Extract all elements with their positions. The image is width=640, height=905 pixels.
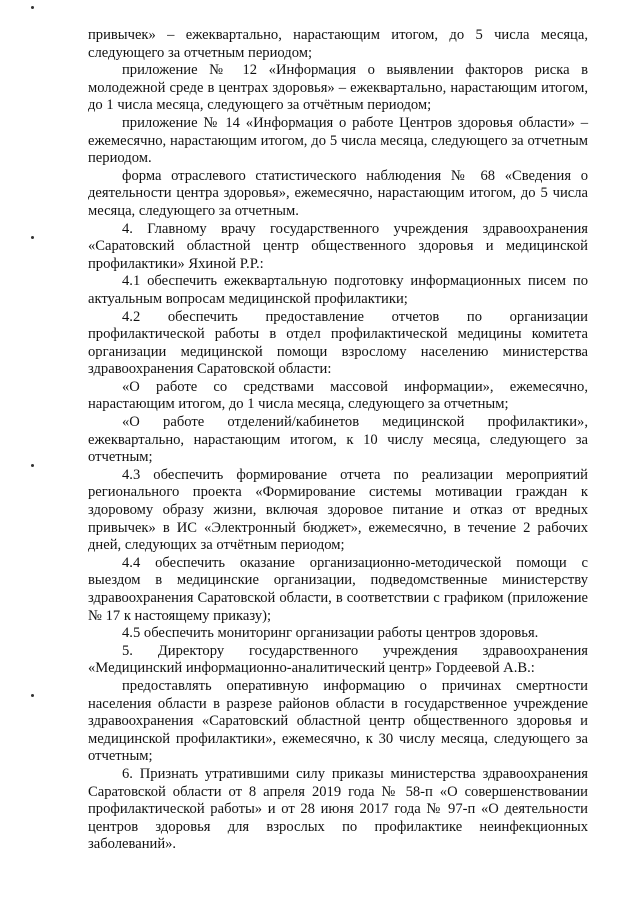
paragraph: 4.5 обеспечить мониторинг организации работы центров здоровья. bbox=[122, 625, 539, 642]
paragraph: приложение № 12 «Информация о выявлении факторов риска в молодежной среде в центрах здоровья» – ежеквартально, нарастающим итогом, до 1 числа месяца, следующего за отчётным периодом; bbox=[88, 62, 588, 114]
paragraph: 4.3 обеспечить формирование отчета по реализации мероприятий регионального проекта «Формирование системы мотивации граждан к здоровому образу жизни, включая здоровое питание и отказ от вредных привычек» в ИС «Электронный бюджет», ежемесячно, в течение 2 рабочих дней, следующих за отчётным периодом; bbox=[88, 466, 588, 554]
paragraph: 4.1 обеспечить ежеквартальную подготовку информационных писем по актуальным вопросам медицинской профилактики; bbox=[88, 273, 588, 307]
paragraph: приложение № 14 «Информация о работе Центров здоровья области» – ежемесячно, нарастающим итогом, до 5 числа месяца, следующего за отчетным периодом. bbox=[88, 114, 588, 167]
paragraph: 6. Признать утратившими силу приказы министерства здравоохранения Саратовской области от 8 апреля 2019 года № 58-п «О совершенствовании профилактической работы» и от 28 июня 2017 года № 97-п «О деятельности центров здоровья для взрослых по профилактике неинфекционных заболеваний». bbox=[88, 765, 588, 853]
paragraph: привычек» – ежеквартально, нарастающим итогом, до 5 числа месяца, следующего за отчетным периодом; bbox=[88, 27, 588, 61]
paragraph: предоставлять оперативную информацию о причинах смертности населения области в разрезе районов области в государственное учреждение здравоохранения «Саратовский областной центр общественного здоровья и медицинской профилактики», ежемесячно, к 30 числу месяца, следующего за отчетным; bbox=[88, 677, 588, 765]
paragraph: 4. Главному врачу государственного учреждения здравоохранения «Саратовский областной центр общественного здоровья и медицинской профилактики» Яхиной Р.Р.: bbox=[88, 220, 588, 272]
paragraph: 4.4 обеспечить оказание организационно-методической помощи с выездом в медицинские организации, подведомственные министерству здравоохранения Саратовской области, в соответствии с графиком (приложение № 17 к настоящему приказу); bbox=[88, 554, 588, 624]
document-body bbox=[88, 27, 588, 854]
paragraph: форма отраслевого статистического наблюдения № 68 «Сведения о деятельности центра здоровья», ежемесячно, нарастающим итогом, до 5 числа месяца, следующего за отчетным. bbox=[88, 167, 588, 219]
paragraph: «О работе отделений/кабинетов медицинской профилактики», ежеквартально, нарастающим итогом, к 10 числу месяца, следующего за отчетным; bbox=[88, 414, 588, 466]
paragraph: 4.2 обеспечить предоставление отчетов по организации профилактической работы в отдел профилактической медицины комитета организации медицинской помощи взрослому населению министерства здравоохранения Саратовской области: bbox=[88, 308, 588, 378]
paragraph: «О работе со средствами массовой информации», ежемесячно, нарастающим итогом, до 1 числа месяца, следующего за отчетным; bbox=[88, 378, 588, 413]
scan-dot bbox=[31, 694, 34, 697]
scan-dot bbox=[31, 236, 34, 239]
scan-dot bbox=[31, 6, 34, 9]
paragraph: 5. Директору государственного учреждения здравоохранения «Медицинский информационно-аналитический центр» Гордеевой А.В.: bbox=[88, 642, 588, 677]
scan-dot bbox=[31, 464, 34, 467]
